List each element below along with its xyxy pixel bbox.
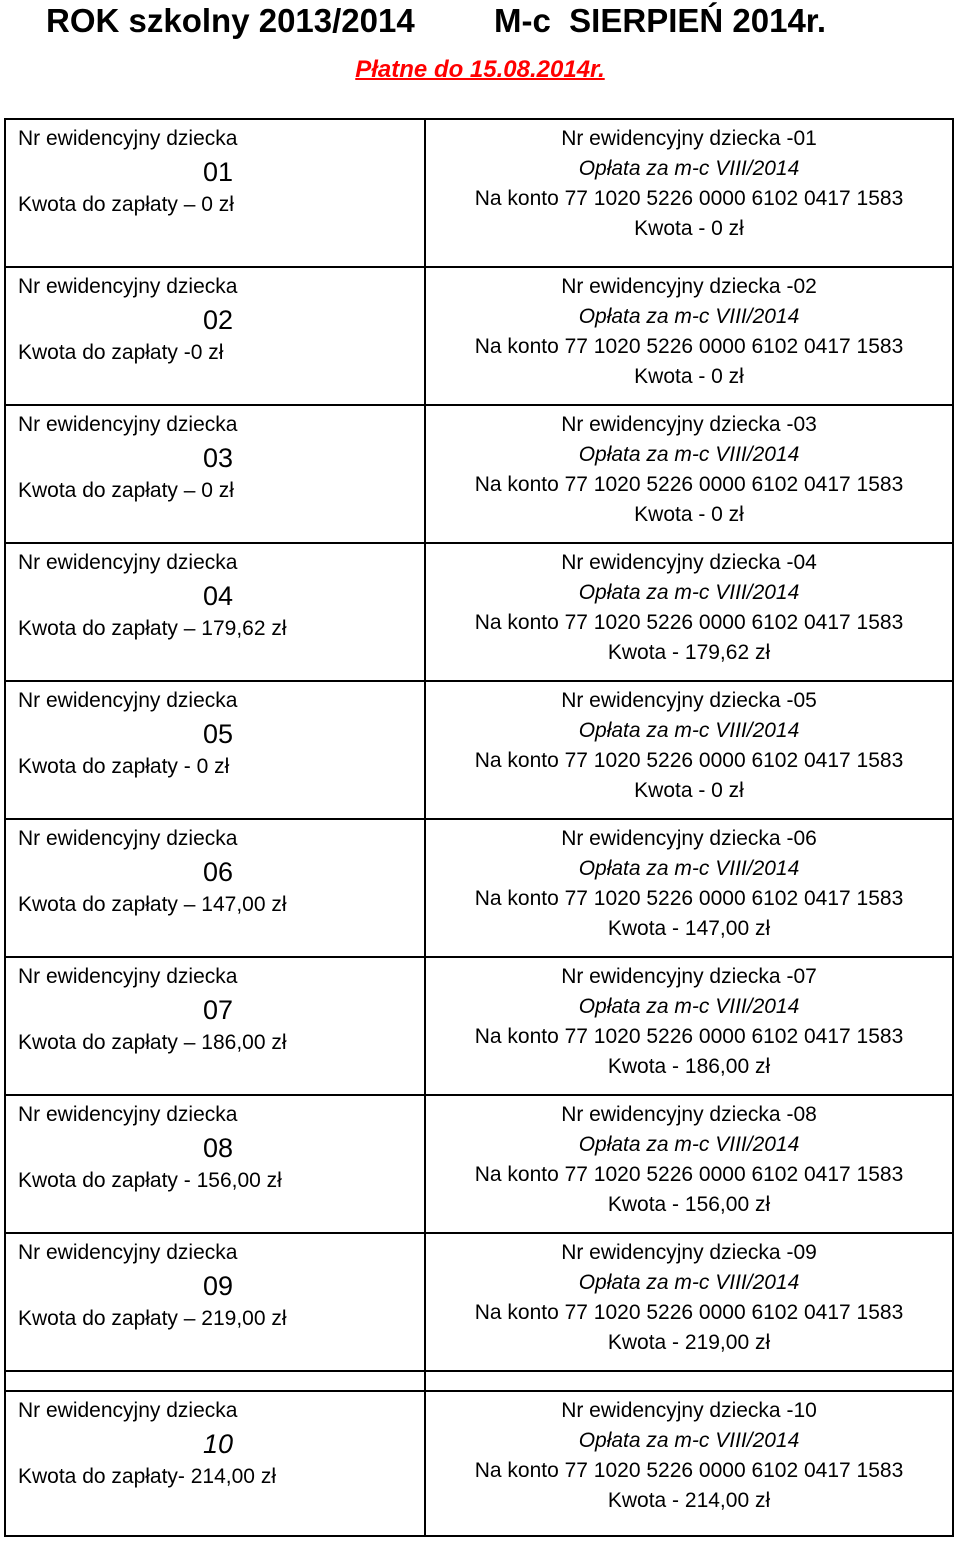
child-number: 01 xyxy=(202,157,234,187)
child-number: 03 xyxy=(202,443,234,473)
payment-amount: Kwota - 179,62 zł xyxy=(607,641,771,664)
child-id-label: Nr ewidencyjny dziecka xyxy=(18,1103,238,1126)
spacer-cell xyxy=(425,1371,953,1391)
payment-fee-title: Opłata za m-c VIII/2014 xyxy=(578,995,800,1018)
payment-amount: Kwota - 147,00 zł xyxy=(607,917,771,940)
bank-account: Na konto 77 1020 5226 0000 6102 0417 1583 xyxy=(474,749,904,772)
payment-details-cell xyxy=(425,957,953,1095)
payment-child-id: Nr ewidencyjny dziecka -07 xyxy=(561,965,817,988)
payment-details-cell xyxy=(425,543,953,681)
table-row xyxy=(5,119,953,267)
child-number: 07 xyxy=(202,995,234,1025)
child-number-cell xyxy=(5,957,425,1095)
amount-due: Kwota do zapłaty - 0 zł xyxy=(18,755,230,778)
payment-deadline: Płatne do 15.08.2014r. xyxy=(355,56,605,83)
child-id-label: Nr ewidencyjny dziecka xyxy=(18,127,238,150)
payment-amount: Kwota - 156,00 zł xyxy=(607,1193,771,1216)
payment-details-cell xyxy=(425,405,953,543)
table-row xyxy=(5,1391,953,1536)
amount-due: Kwota do zapłaty – 179,62 zł xyxy=(18,617,287,640)
child-id-label: Nr ewidencyjny dziecka xyxy=(18,275,238,298)
payment-amount: Kwota - 0 zł xyxy=(634,365,744,388)
child-id-label: Nr ewidencyjny dziecka xyxy=(18,413,238,436)
bank-account: Na konto 77 1020 5226 0000 6102 0417 1583 xyxy=(474,473,904,496)
child-number-cell xyxy=(5,1095,425,1233)
payment-details-cell xyxy=(425,1391,953,1536)
payment-fee-title: Opłata za m-c VIII/2014 xyxy=(578,1133,800,1156)
child-number: 06 xyxy=(202,857,234,887)
child-number-cell xyxy=(5,1233,425,1371)
payment-details-cell xyxy=(425,681,953,819)
payment-details-cell xyxy=(425,1233,953,1371)
table-row xyxy=(5,543,953,681)
page-title xyxy=(46,2,946,46)
payment-child-id: Nr ewidencyjny dziecka -05 xyxy=(561,689,817,712)
bank-account: Na konto 77 1020 5226 0000 6102 0417 1583 xyxy=(474,335,904,358)
payment-child-id: Nr ewidencyjny dziecka -06 xyxy=(561,827,817,850)
child-id-label: Nr ewidencyjny dziecka xyxy=(18,1241,238,1264)
table-row xyxy=(5,267,953,405)
payment-fee-title: Opłata za m-c VIII/2014 xyxy=(578,305,800,328)
child-number-cell xyxy=(5,267,425,405)
payment-fee-title: Opłata za m-c VIII/2014 xyxy=(578,1429,800,1452)
child-number-cell xyxy=(5,543,425,681)
payment-fee-title: Opłata za m-c VIII/2014 xyxy=(578,581,800,604)
payment-details-cell xyxy=(425,1095,953,1233)
bank-account: Na konto 77 1020 5226 0000 6102 0417 1583 xyxy=(474,611,904,634)
month-title: M-c SIERPIEŃ 2014r. xyxy=(494,2,826,39)
spacer-cell xyxy=(5,1371,425,1391)
payment-fee-title: Opłata za m-c VIII/2014 xyxy=(578,719,800,742)
payment-child-id: Nr ewidencyjny dziecka -10 xyxy=(561,1399,817,1422)
child-id-label: Nr ewidencyjny dziecka xyxy=(18,689,238,712)
amount-due: Kwota do zapłaty -0 zł xyxy=(18,341,224,364)
table-row xyxy=(5,957,953,1095)
payment-fee-title: Opłata za m-c VIII/2014 xyxy=(578,443,800,466)
child-number-cell xyxy=(5,1391,425,1536)
bank-account: Na konto 77 1020 5226 0000 6102 0417 1583 xyxy=(474,1163,904,1186)
school-year-title: ROK szkolny 2013/2014 xyxy=(46,2,415,39)
table-row xyxy=(5,405,953,543)
payment-child-id: Nr ewidencyjny dziecka -08 xyxy=(561,1103,817,1126)
amount-due: Kwota do zapłaty – 147,00 zł xyxy=(18,893,287,916)
bank-account: Na konto 77 1020 5226 0000 6102 0417 1583 xyxy=(474,887,904,910)
child-number-cell xyxy=(5,119,425,267)
child-number: 10 xyxy=(202,1429,234,1459)
amount-due: Kwota do zapłaty – 0 zł xyxy=(18,193,234,216)
payment-amount: Kwota - 219,00 zł xyxy=(607,1331,771,1354)
child-number: 09 xyxy=(202,1271,234,1301)
child-number-cell xyxy=(5,681,425,819)
table-row xyxy=(5,819,953,957)
amount-due: Kwota do zapłaty – 186,00 zł xyxy=(18,1031,287,1054)
payment-child-id: Nr ewidencyjny dziecka -01 xyxy=(561,127,817,150)
payment-child-id: Nr ewidencyjny dziecka -03 xyxy=(561,413,817,436)
child-number: 08 xyxy=(202,1133,234,1163)
child-id-label: Nr ewidencyjny dziecka xyxy=(18,1399,238,1422)
bank-account: Na konto 77 1020 5226 0000 6102 0417 1583 xyxy=(474,187,904,210)
payment-amount: Kwota - 0 zł xyxy=(634,503,744,526)
child-id-label: Nr ewidencyjny dziecka xyxy=(18,827,238,850)
bank-account: Na konto 77 1020 5226 0000 6102 0417 1583 xyxy=(474,1301,904,1324)
bank-account: Na konto 77 1020 5226 0000 6102 0417 1583 xyxy=(474,1459,904,1482)
payment-details-cell xyxy=(425,819,953,957)
payment-fee-title: Opłata za m-c VIII/2014 xyxy=(578,1271,800,1294)
payment-details-cell xyxy=(425,267,953,405)
amount-due: Kwota do zapłaty- 214,00 zł xyxy=(18,1465,276,1488)
child-id-label: Nr ewidencyjny dziecka xyxy=(18,965,238,988)
payment-details-cell xyxy=(425,119,953,267)
child-id-label: Nr ewidencyjny dziecka xyxy=(18,551,238,574)
payment-child-id: Nr ewidencyjny dziecka -02 xyxy=(561,275,817,298)
table-row xyxy=(5,1233,953,1371)
table-row xyxy=(5,1095,953,1233)
payment-amount: Kwota - 0 zł xyxy=(634,217,744,240)
payment-child-id: Nr ewidencyjny dziecka -04 xyxy=(561,551,817,574)
child-number-cell xyxy=(5,405,425,543)
payment-amount: Kwota - 214,00 zł xyxy=(607,1489,771,1512)
child-number: 04 xyxy=(202,581,234,611)
payments-table xyxy=(4,118,954,1537)
child-number-cell xyxy=(5,819,425,957)
payment-fee-title: Opłata za m-c VIII/2014 xyxy=(578,157,800,180)
payment-amount: Kwota - 186,00 zł xyxy=(607,1055,771,1078)
amount-due: Kwota do zapłaty – 0 zł xyxy=(18,479,234,502)
amount-due: Kwota do zapłaty - 156,00 zł xyxy=(18,1169,282,1192)
bank-account: Na konto 77 1020 5226 0000 6102 0417 1583 xyxy=(474,1025,904,1048)
table-row xyxy=(5,681,953,819)
amount-due: Kwota do zapłaty – 219,00 zł xyxy=(18,1307,287,1330)
payment-fee-title: Opłata za m-c VIII/2014 xyxy=(578,857,800,880)
payment-child-id: Nr ewidencyjny dziecka -09 xyxy=(561,1241,817,1264)
child-number: 02 xyxy=(202,305,234,335)
child-number: 05 xyxy=(202,719,234,749)
payment-amount: Kwota - 0 zł xyxy=(634,779,744,802)
